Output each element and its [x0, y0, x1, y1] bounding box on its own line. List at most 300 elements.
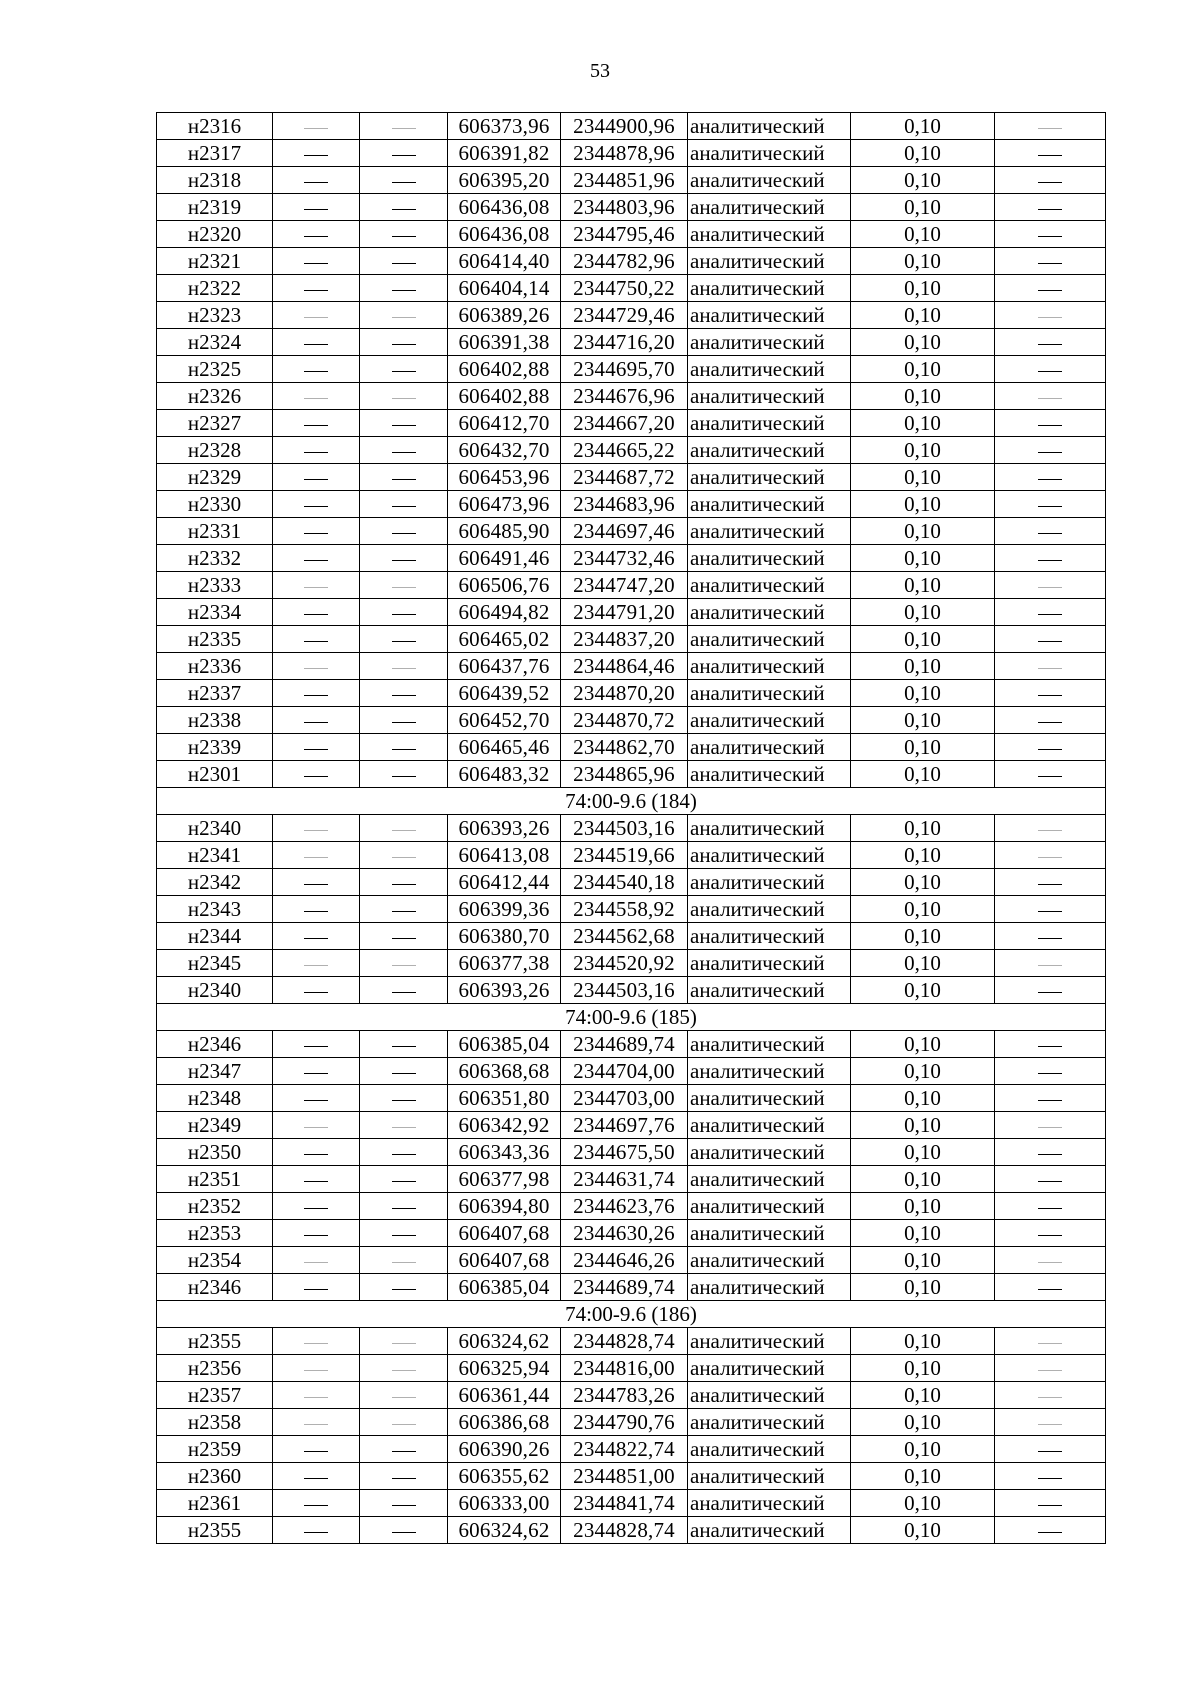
- old-y-cell: [360, 923, 448, 950]
- dash-mark: [304, 1397, 328, 1398]
- old-x-cell: [273, 1166, 360, 1193]
- description-cell: [995, 1247, 1106, 1274]
- description-cell: [995, 194, 1106, 221]
- old-y-cell: [360, 302, 448, 329]
- old-y-cell: [360, 1193, 448, 1220]
- dash-mark: [1038, 290, 1062, 291]
- y-coordinate-cell: 2344729,46: [561, 302, 688, 329]
- point-name-cell: н2321: [157, 248, 273, 275]
- method-cell: аналитический: [688, 869, 851, 896]
- dash-mark: [1038, 830, 1062, 831]
- dash-mark: [392, 749, 416, 750]
- dash-mark: [392, 587, 416, 588]
- dash-mark: [304, 1451, 328, 1452]
- accuracy-cell: 0,10: [851, 761, 995, 788]
- x-coordinate-cell: 606453,96: [448, 464, 561, 491]
- old-y-cell: [360, 1409, 448, 1436]
- accuracy-cell: 0,10: [851, 1328, 995, 1355]
- old-x-cell: [273, 1247, 360, 1274]
- old-y-cell: [360, 221, 448, 248]
- old-x-cell: [273, 653, 360, 680]
- description-cell: [995, 302, 1106, 329]
- dash-mark: [392, 452, 416, 453]
- dash-mark: [392, 479, 416, 480]
- point-name-cell: н2339: [157, 734, 273, 761]
- dash-mark: [1038, 1478, 1062, 1479]
- description-cell: [995, 1490, 1106, 1517]
- old-y-cell: [360, 1112, 448, 1139]
- dash-mark: [392, 182, 416, 183]
- method-cell: аналитический: [688, 464, 851, 491]
- dash-mark: [1038, 992, 1062, 993]
- dash-mark: [1038, 587, 1062, 588]
- accuracy-cell: 0,10: [851, 869, 995, 896]
- dash-mark: [392, 992, 416, 993]
- old-x-cell: [273, 383, 360, 410]
- x-coordinate-cell: 606325,94: [448, 1355, 561, 1382]
- dash-mark: [304, 695, 328, 696]
- table-row: [157, 464, 1106, 491]
- accuracy-cell: 0,10: [851, 950, 995, 977]
- point-name-cell: н2347: [157, 1058, 273, 1085]
- old-x-cell: [273, 815, 360, 842]
- y-coordinate-cell: 2344851,96: [561, 167, 688, 194]
- old-x-cell: [273, 1517, 360, 1544]
- table-row: [157, 1436, 1106, 1463]
- x-coordinate-cell: 606377,38: [448, 950, 561, 977]
- x-coordinate-cell: 606437,76: [448, 653, 561, 680]
- dash-mark: [392, 1478, 416, 1479]
- y-coordinate-cell: 2344747,20: [561, 572, 688, 599]
- point-name-cell: н2359: [157, 1436, 273, 1463]
- table-row: [157, 1166, 1106, 1193]
- y-coordinate-cell: 2344676,96: [561, 383, 688, 410]
- accuracy-cell: 0,10: [851, 464, 995, 491]
- dash-mark: [1038, 749, 1062, 750]
- old-x-cell: [273, 1085, 360, 1112]
- dash-mark: [1038, 533, 1062, 534]
- point-name-cell: н2338: [157, 707, 273, 734]
- dash-mark: [304, 452, 328, 453]
- y-coordinate-cell: 2344503,16: [561, 815, 688, 842]
- dash-mark: [1038, 344, 1062, 345]
- dash-mark: [304, 1181, 328, 1182]
- table-row: [157, 302, 1106, 329]
- point-name-cell: н2350: [157, 1139, 273, 1166]
- method-cell: аналитический: [688, 734, 851, 761]
- dash-mark: [392, 965, 416, 966]
- point-name-cell: н2340: [157, 815, 273, 842]
- x-coordinate-cell: 606404,14: [448, 275, 561, 302]
- old-y-cell: [360, 140, 448, 167]
- y-coordinate-cell: 2344851,00: [561, 1463, 688, 1490]
- description-cell: [995, 869, 1106, 896]
- accuracy-cell: 0,10: [851, 194, 995, 221]
- dash-mark: [1038, 1505, 1062, 1506]
- point-name-cell: н2337: [157, 680, 273, 707]
- old-y-cell: [360, 626, 448, 653]
- section-row: [157, 788, 1106, 815]
- point-name-cell: н2301: [157, 761, 273, 788]
- description-cell: [995, 275, 1106, 302]
- dash-mark: [1038, 1451, 1062, 1452]
- point-name-cell: н2356: [157, 1355, 273, 1382]
- method-cell: аналитический: [688, 1490, 851, 1517]
- dash-mark: [1038, 668, 1062, 669]
- point-name-cell: н2343: [157, 896, 273, 923]
- table-body: [157, 113, 1106, 1544]
- table-row: [157, 1247, 1106, 1274]
- old-x-cell: [273, 194, 360, 221]
- old-y-cell: [360, 1436, 448, 1463]
- accuracy-cell: 0,10: [851, 329, 995, 356]
- old-y-cell: [360, 167, 448, 194]
- old-y-cell: [360, 275, 448, 302]
- dash-mark: [1038, 614, 1062, 615]
- old-y-cell: [360, 1490, 448, 1517]
- table-row: [157, 761, 1106, 788]
- point-name-cell: н2326: [157, 383, 273, 410]
- dash-mark: [1038, 1100, 1062, 1101]
- table-row: [157, 896, 1106, 923]
- dash-mark: [304, 1424, 328, 1425]
- page-number: 53: [590, 60, 610, 82]
- y-coordinate-cell: 2344630,26: [561, 1220, 688, 1247]
- dash-mark: [392, 695, 416, 696]
- y-coordinate-cell: 2344782,96: [561, 248, 688, 275]
- dash-mark: [1038, 236, 1062, 237]
- point-name-cell: н2346: [157, 1274, 273, 1301]
- dash-mark: [304, 344, 328, 345]
- dash-mark: [1038, 641, 1062, 642]
- y-coordinate-cell: 2344697,46: [561, 518, 688, 545]
- dash-mark: [304, 398, 328, 399]
- dash-mark: [392, 560, 416, 561]
- dash-mark: [392, 1235, 416, 1236]
- old-y-cell: [360, 977, 448, 1004]
- accuracy-cell: 0,10: [851, 1193, 995, 1220]
- old-y-cell: [360, 1517, 448, 1544]
- dash-mark: [1038, 1154, 1062, 1155]
- dash-mark: [392, 425, 416, 426]
- y-coordinate-cell: 2344704,00: [561, 1058, 688, 1085]
- table-row: [157, 221, 1106, 248]
- description-cell: [995, 491, 1106, 518]
- old-y-cell: [360, 113, 448, 140]
- dash-mark: [392, 155, 416, 156]
- old-y-cell: [360, 410, 448, 437]
- point-name-cell: н2319: [157, 194, 273, 221]
- point-name-cell: н2355: [157, 1517, 273, 1544]
- dash-mark: [392, 1046, 416, 1047]
- method-cell: аналитический: [688, 599, 851, 626]
- dash-mark: [1038, 1343, 1062, 1344]
- accuracy-cell: 0,10: [851, 1517, 995, 1544]
- description-cell: [995, 1058, 1106, 1085]
- method-cell: аналитический: [688, 896, 851, 923]
- y-coordinate-cell: 2344519,66: [561, 842, 688, 869]
- dash-mark: [304, 722, 328, 723]
- description-cell: [995, 329, 1106, 356]
- accuracy-cell: 0,10: [851, 545, 995, 572]
- x-coordinate-cell: 606439,52: [448, 680, 561, 707]
- old-x-cell: [273, 734, 360, 761]
- accuracy-cell: 0,10: [851, 221, 995, 248]
- dash-mark: [304, 911, 328, 912]
- table-row: [157, 1517, 1106, 1544]
- point-name-cell: н2336: [157, 653, 273, 680]
- x-coordinate-cell: 606361,44: [448, 1382, 561, 1409]
- dash-mark: [392, 641, 416, 642]
- point-name-cell: н2327: [157, 410, 273, 437]
- dash-mark: [1038, 1289, 1062, 1290]
- description-cell: [995, 572, 1106, 599]
- old-y-cell: [360, 545, 448, 572]
- accuracy-cell: 0,10: [851, 410, 995, 437]
- point-name-cell: н2351: [157, 1166, 273, 1193]
- method-cell: аналитический: [688, 1058, 851, 1085]
- x-coordinate-cell: 606413,08: [448, 842, 561, 869]
- description-cell: [995, 113, 1106, 140]
- x-coordinate-cell: 606473,96: [448, 491, 561, 518]
- method-cell: аналитический: [688, 437, 851, 464]
- x-coordinate-cell: 606355,62: [448, 1463, 561, 1490]
- dash-mark: [392, 1208, 416, 1209]
- old-x-cell: [273, 977, 360, 1004]
- dash-mark: [1038, 1532, 1062, 1533]
- x-coordinate-cell: 606385,04: [448, 1274, 561, 1301]
- x-coordinate-cell: 606452,70: [448, 707, 561, 734]
- dash-mark: [1038, 695, 1062, 696]
- dash-mark: [392, 209, 416, 210]
- dash-mark: [1038, 911, 1062, 912]
- dash-mark: [1038, 1127, 1062, 1128]
- dash-mark: [304, 641, 328, 642]
- description-cell: [995, 1436, 1106, 1463]
- point-name-cell: н2325: [157, 356, 273, 383]
- dash-mark: [304, 938, 328, 939]
- dash-mark: [1038, 506, 1062, 507]
- dash-mark: [304, 992, 328, 993]
- dash-mark: [304, 1478, 328, 1479]
- point-name-cell: н2318: [157, 167, 273, 194]
- accuracy-cell: 0,10: [851, 1274, 995, 1301]
- dash-mark: [1038, 965, 1062, 966]
- y-coordinate-cell: 2344803,96: [561, 194, 688, 221]
- dash-mark: [304, 1262, 328, 1263]
- description-cell: [995, 599, 1106, 626]
- old-x-cell: [273, 896, 360, 923]
- y-coordinate-cell: 2344841,74: [561, 1490, 688, 1517]
- old-y-cell: [360, 1274, 448, 1301]
- old-x-cell: [273, 1382, 360, 1409]
- old-x-cell: [273, 491, 360, 518]
- method-cell: аналитический: [688, 221, 851, 248]
- old-y-cell: [360, 950, 448, 977]
- dash-mark: [304, 425, 328, 426]
- method-cell: аналитический: [688, 545, 851, 572]
- old-y-cell: [360, 680, 448, 707]
- x-coordinate-cell: 606368,68: [448, 1058, 561, 1085]
- x-coordinate-cell: 606342,92: [448, 1112, 561, 1139]
- y-coordinate-cell: 2344540,18: [561, 869, 688, 896]
- dash-mark: [392, 1262, 416, 1263]
- y-coordinate-cell: 2344828,74: [561, 1517, 688, 1544]
- x-coordinate-cell: 606393,26: [448, 815, 561, 842]
- table-row: [157, 869, 1106, 896]
- old-y-cell: [360, 329, 448, 356]
- description-cell: [995, 383, 1106, 410]
- dash-mark: [392, 1181, 416, 1182]
- dash-mark: [304, 1100, 328, 1101]
- point-name-cell: н2348: [157, 1085, 273, 1112]
- x-coordinate-cell: 606506,76: [448, 572, 561, 599]
- dash-mark: [1038, 1208, 1062, 1209]
- method-cell: аналитический: [688, 707, 851, 734]
- old-x-cell: [273, 572, 360, 599]
- point-name-cell: н2333: [157, 572, 273, 599]
- y-coordinate-cell: 2344822,74: [561, 1436, 688, 1463]
- dash-mark: [392, 776, 416, 777]
- old-x-cell: [273, 113, 360, 140]
- dash-mark: [304, 290, 328, 291]
- y-coordinate-cell: 2344828,74: [561, 1328, 688, 1355]
- dash-mark: [304, 209, 328, 210]
- description-cell: [995, 410, 1106, 437]
- y-coordinate-cell: 2344790,76: [561, 1409, 688, 1436]
- dash-mark: [1038, 776, 1062, 777]
- x-coordinate-cell: 606390,26: [448, 1436, 561, 1463]
- dash-mark: [304, 317, 328, 318]
- dash-mark: [1038, 1046, 1062, 1047]
- x-coordinate-cell: 606407,68: [448, 1220, 561, 1247]
- description-cell: [995, 653, 1106, 680]
- old-y-cell: [360, 734, 448, 761]
- description-cell: [995, 1193, 1106, 1220]
- point-name-cell: н2331: [157, 518, 273, 545]
- dash-mark: [304, 479, 328, 480]
- table-row: [157, 1328, 1106, 1355]
- old-x-cell: [273, 842, 360, 869]
- method-cell: аналитический: [688, 1112, 851, 1139]
- dash-mark: [304, 1073, 328, 1074]
- y-coordinate-cell: 2344646,26: [561, 1247, 688, 1274]
- x-coordinate-cell: 606377,98: [448, 1166, 561, 1193]
- accuracy-cell: 0,10: [851, 140, 995, 167]
- old-x-cell: [273, 1220, 360, 1247]
- old-x-cell: [273, 356, 360, 383]
- dash-mark: [392, 506, 416, 507]
- dash-mark: [1038, 155, 1062, 156]
- table-row: [157, 1355, 1106, 1382]
- method-cell: аналитический: [688, 653, 851, 680]
- point-name-cell: н2316: [157, 113, 273, 140]
- dash-mark: [1038, 857, 1062, 858]
- y-coordinate-cell: 2344816,00: [561, 1355, 688, 1382]
- description-cell: [995, 1409, 1106, 1436]
- accuracy-cell: 0,10: [851, 113, 995, 140]
- dash-mark: [392, 371, 416, 372]
- old-y-cell: [360, 464, 448, 491]
- y-coordinate-cell: 2344870,72: [561, 707, 688, 734]
- old-x-cell: [273, 1409, 360, 1436]
- dash-mark: [1038, 938, 1062, 939]
- old-x-cell: [273, 221, 360, 248]
- table-row: [157, 1463, 1106, 1490]
- dash-mark: [392, 1424, 416, 1425]
- method-cell: аналитический: [688, 194, 851, 221]
- old-y-cell: [360, 491, 448, 518]
- method-cell: аналитический: [688, 383, 851, 410]
- dash-mark: [304, 371, 328, 372]
- dash-mark: [1038, 371, 1062, 372]
- table-row: [157, 1058, 1106, 1085]
- dash-mark: [392, 722, 416, 723]
- dash-mark: [1038, 1262, 1062, 1263]
- accuracy-cell: 0,10: [851, 518, 995, 545]
- method-cell: аналитический: [688, 1382, 851, 1409]
- accuracy-cell: 0,10: [851, 1463, 995, 1490]
- table-row: [157, 653, 1106, 680]
- dash-mark: [1038, 1424, 1062, 1425]
- table-row: [157, 113, 1106, 140]
- old-x-cell: [273, 275, 360, 302]
- old-y-cell: [360, 1382, 448, 1409]
- table-row: [157, 1085, 1106, 1112]
- x-coordinate-cell: 606399,36: [448, 896, 561, 923]
- old-x-cell: [273, 1139, 360, 1166]
- x-coordinate-cell: 606343,36: [448, 1139, 561, 1166]
- dash-mark: [392, 317, 416, 318]
- y-coordinate-cell: 2344750,22: [561, 275, 688, 302]
- dash-mark: [304, 1235, 328, 1236]
- dash-mark: [1038, 560, 1062, 561]
- old-x-cell: [273, 1436, 360, 1463]
- table-row: [157, 194, 1106, 221]
- old-x-cell: [273, 1058, 360, 1085]
- method-cell: аналитический: [688, 329, 851, 356]
- table-row: [157, 491, 1106, 518]
- y-coordinate-cell: 2344683,96: [561, 491, 688, 518]
- dash-mark: [1038, 479, 1062, 480]
- description-cell: [995, 545, 1106, 572]
- description-cell: [995, 950, 1106, 977]
- y-coordinate-cell: 2344695,70: [561, 356, 688, 383]
- point-name-cell: н2332: [157, 545, 273, 572]
- method-cell: аналитический: [688, 680, 851, 707]
- y-coordinate-cell: 2344791,20: [561, 599, 688, 626]
- description-cell: [995, 1112, 1106, 1139]
- method-cell: аналитический: [688, 1247, 851, 1274]
- x-coordinate-cell: 606394,80: [448, 1193, 561, 1220]
- table-row: [157, 1139, 1106, 1166]
- table-row: [157, 167, 1106, 194]
- description-cell: [995, 1382, 1106, 1409]
- old-y-cell: [360, 1031, 448, 1058]
- old-y-cell: [360, 1139, 448, 1166]
- dash-mark: [392, 128, 416, 129]
- y-coordinate-cell: 2344689,74: [561, 1274, 688, 1301]
- dash-mark: [392, 398, 416, 399]
- old-x-cell: [273, 1274, 360, 1301]
- old-x-cell: [273, 626, 360, 653]
- dash-mark: [304, 560, 328, 561]
- dash-mark: [392, 1100, 416, 1101]
- table-row: [157, 410, 1106, 437]
- dash-mark: [304, 830, 328, 831]
- description-cell: [995, 248, 1106, 275]
- dash-mark: [1038, 317, 1062, 318]
